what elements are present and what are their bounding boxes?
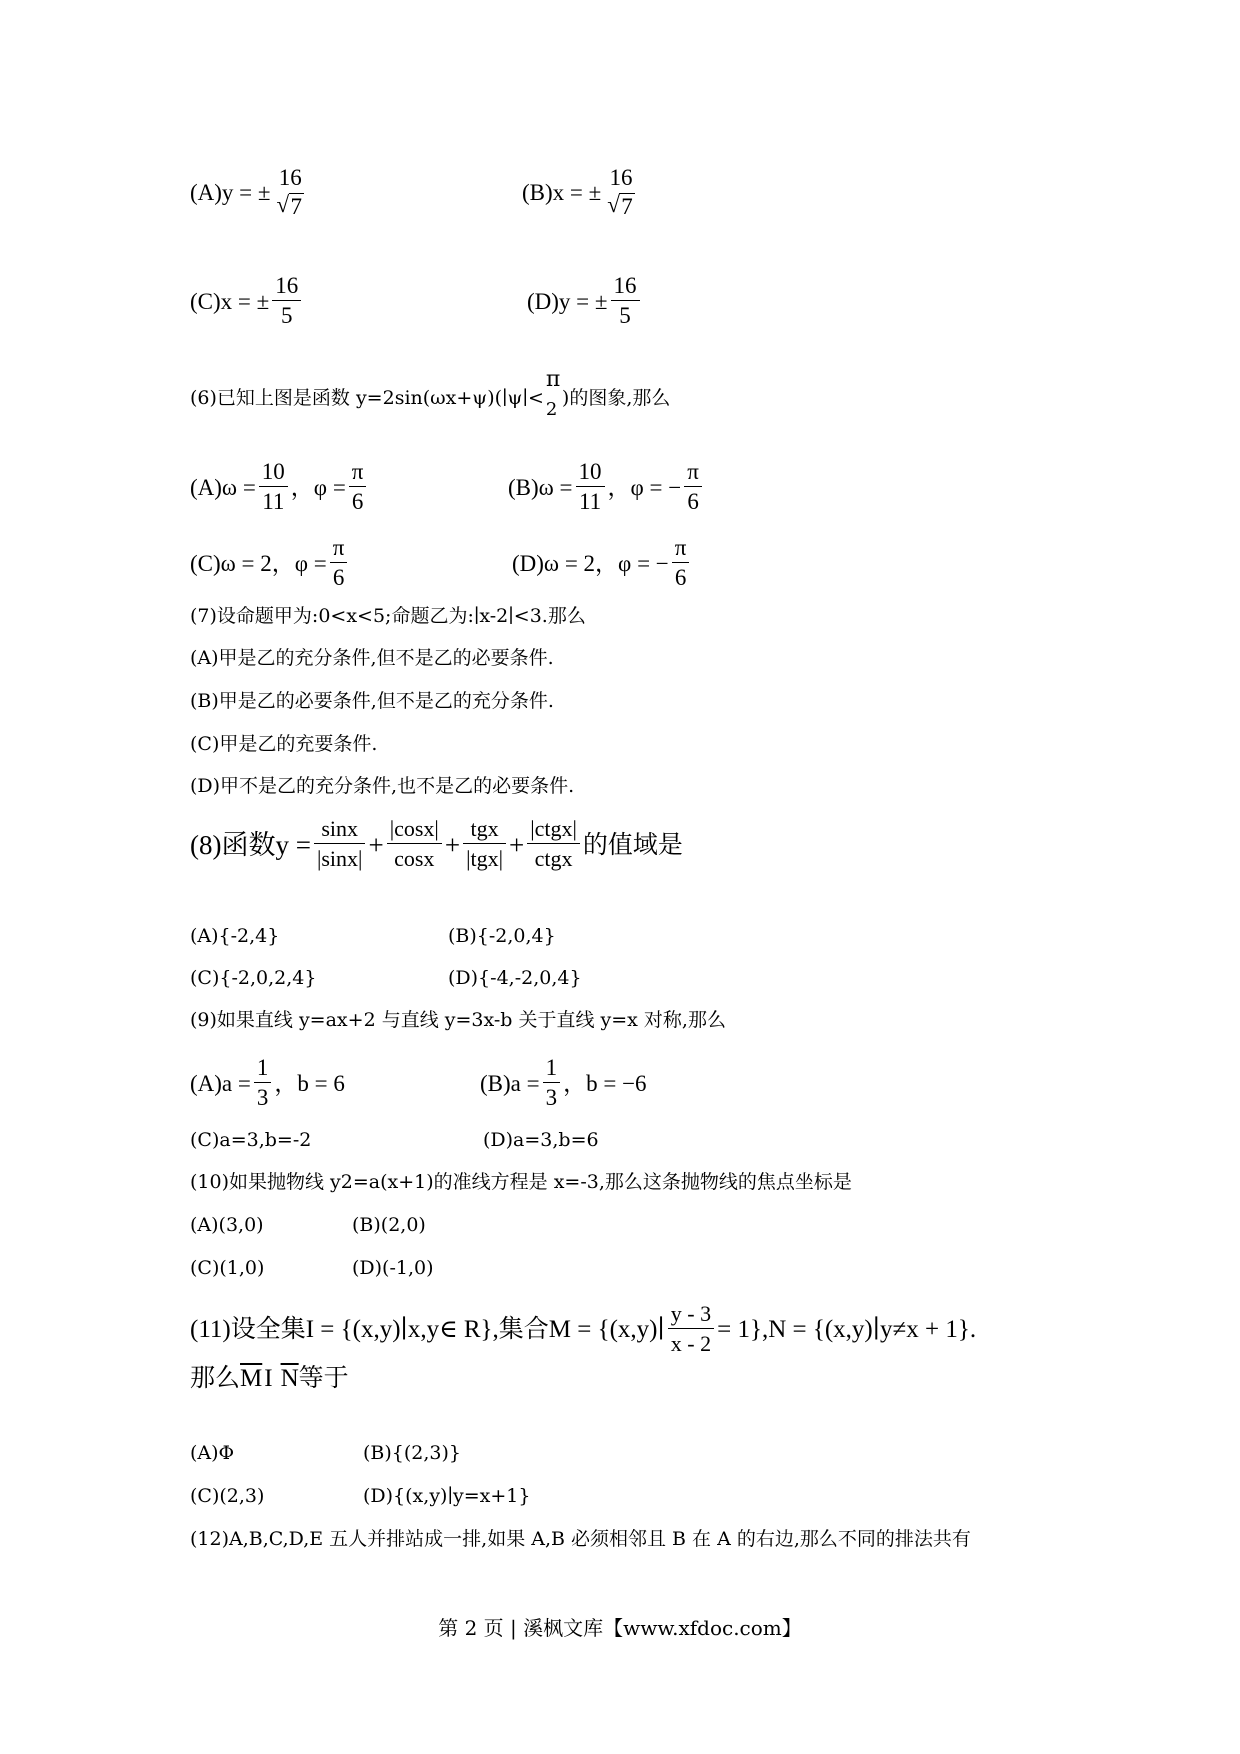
plus-sign: + [444,829,461,860]
numerator: π [330,534,348,563]
numerator: 16 [609,165,633,190]
page-footer: 第 2 页 | 溪枫文库【www.xfdoc.com】 [438,1616,802,1640]
q9-option-c: (C)a=3,b=-2 [190,1129,312,1151]
denominator: x - 2 [670,1331,712,1356]
denominator: ctgx [534,846,573,871]
denominator: 3 [256,1085,269,1110]
fraction [684,458,702,517]
radicand: 7 [621,194,633,219]
q8-option-b: (B){-2,0,4} [448,925,556,947]
question-lead: (8)函数y = [190,829,311,860]
text: 那么 [190,1363,241,1392]
fraction [463,815,506,874]
numerator: 1 [543,1054,561,1083]
numerator: 16 [278,165,302,190]
denominator: 2 [545,399,558,420]
q7-stem: (7)设命题甲为:0<x<5;命题乙为:∣x-2∣<3.那么 [190,605,586,627]
q11-option-b: (B){(2,3)} [363,1442,462,1464]
q8-option-a: (A){-2,4} [190,925,280,947]
q9-stem: (9)如果直线 y=ax+2 与直线 y=3x-b 关于直线 y=x 对称,那么 [190,1009,726,1031]
option-label: (A)a = [190,1070,251,1096]
numerator: 16 [272,272,301,301]
denominator: 11 [578,489,602,514]
numerator: π [672,534,690,563]
q9-option-d: (D)a=3,b=6 [483,1129,599,1151]
q6-option-a [190,458,369,517]
numerator: π [684,458,702,487]
fraction [604,164,638,222]
q6-option-d [512,534,692,593]
fraction [330,534,348,593]
q6-option-b [508,458,705,517]
denominator: 6 [674,565,687,590]
option-tail: ，b = 6 [274,1070,345,1096]
q7-option-d: (D)甲不是乙的充分条件,也不是乙的必要条件. [190,775,575,797]
option-label: (B)a = [480,1070,540,1096]
option-label: (C)x = ± [190,288,270,314]
fraction [272,272,301,331]
q7-option-b: (B)甲是乙的必要条件,但不是乙的充分条件. [190,690,554,712]
numerator: π [349,458,367,487]
option-label: (A)ω = [190,474,256,500]
q5-option-d [527,272,643,331]
q7-option-a: (A)甲是乙的充分条件,但不是乙的必要条件. [190,647,554,669]
q5-option-b [522,164,641,222]
q8-option-d: (D){-4,-2,0,4} [448,967,582,989]
numerator: 16 [611,272,640,301]
fraction [527,815,580,874]
q10-stem: (10)如果抛物线 y2=a(x+1)的准线方程是 x=-3,那么这条抛物线的焦点坐标是 [190,1171,852,1193]
option-label: (B)ω = [508,474,573,500]
text: 等于 [298,1363,349,1392]
q11-option-c: (C)(2,3) [190,1485,265,1507]
q12-stem: (12)A,B,C,D,E 五人并排站成一排,如果 A,B 必须相邻且 B 在 A 的右边,那么不同的排法共有 [190,1528,971,1550]
fraction [672,534,690,593]
question-tail: 的值域是 [582,829,683,859]
radicand: 7 [290,194,303,219]
question-lead: (11)设全集I = {(x,y)∣x,y∈ R},集合M = {(x,y)∣ [190,1315,665,1343]
q9-option-a [190,1054,345,1113]
fraction [274,164,308,222]
q6-option-c [190,534,350,593]
q10-option-d: (D)(-1,0) [352,1257,434,1279]
option-label: (C)ω = 2，φ = [190,550,327,576]
intersection-symbol: I [264,1365,273,1392]
denominator: cosx [394,846,435,871]
q8-stem [190,815,683,874]
fraction [387,815,442,874]
numerator: |cosx| [387,815,442,844]
denominator: 11 [262,489,285,514]
q5-option-a [190,164,310,222]
q10-option-a: (A)(3,0) [190,1214,264,1236]
plus-sign: + [368,829,384,860]
denominator: |sinx| [316,846,363,871]
numerator: 10 [576,458,605,487]
q10-option-b: (B)(2,0) [352,1214,426,1236]
fraction [611,272,640,331]
fraction [543,1054,561,1113]
plus-sign: + [508,829,525,860]
question-text-tail: )的图象,那么 [561,387,671,409]
numerator: y - 3 [668,1300,714,1329]
option-tail: ，b = −6 [563,1070,647,1096]
separator: ，φ = [290,474,346,500]
numerator: |ctgx| [527,815,580,844]
fraction [668,1300,714,1359]
denominator: 5 [619,303,631,328]
q8-option-c: (C){-2,0,2,4} [190,967,317,989]
numerator: 10 [259,458,288,487]
denominator: |tgx| [466,846,503,871]
q11-stem [190,1300,976,1359]
numerator: tgx [463,815,506,844]
option-label: (B)x = ± [522,180,602,205]
numerator: 1 [254,1054,272,1083]
numerator: sinx [314,815,365,844]
q5-option-c [190,272,304,331]
fraction [349,458,367,517]
q11-option-d: (D){(x,y)∣y=x+1} [363,1485,531,1507]
option-label: (A)y = ± [190,180,271,205]
fraction [576,458,605,517]
q11-option-a: (A)Φ [190,1442,235,1464]
q7-option-c: (C)甲是乙的充要条件. [190,733,378,755]
fraction [254,1054,272,1113]
option-label: (D)ω = 2，φ = − [512,550,669,576]
question-mid: = 1},N = {(x,y)∣y≠x + 1}. [717,1315,977,1343]
question-text: (6)已知上图是函数 y=2sin(ωx+ψ)(∣ψ∣< [190,387,544,409]
q10-option-c: (C)(1,0) [190,1257,265,1279]
denominator [274,192,308,222]
fraction [259,458,288,517]
fraction [314,815,365,874]
denominator: 3 [545,1085,558,1110]
denominator [604,192,638,222]
denominator: 6 [351,489,364,514]
q6-stem [190,367,671,420]
option-label: (D)y = ± [527,288,608,314]
denominator: 6 [687,489,699,514]
denominator: 6 [332,565,345,590]
q9-option-b [480,1054,647,1113]
separator: ，φ = − [607,474,682,500]
pi-symbol: π [545,367,561,392]
q11-line2 [190,1364,349,1393]
n-complement: $\overline{N}$ [280,1365,299,1392]
denominator: 5 [281,303,293,328]
m-complement: $\overline{M}$ [240,1365,263,1392]
